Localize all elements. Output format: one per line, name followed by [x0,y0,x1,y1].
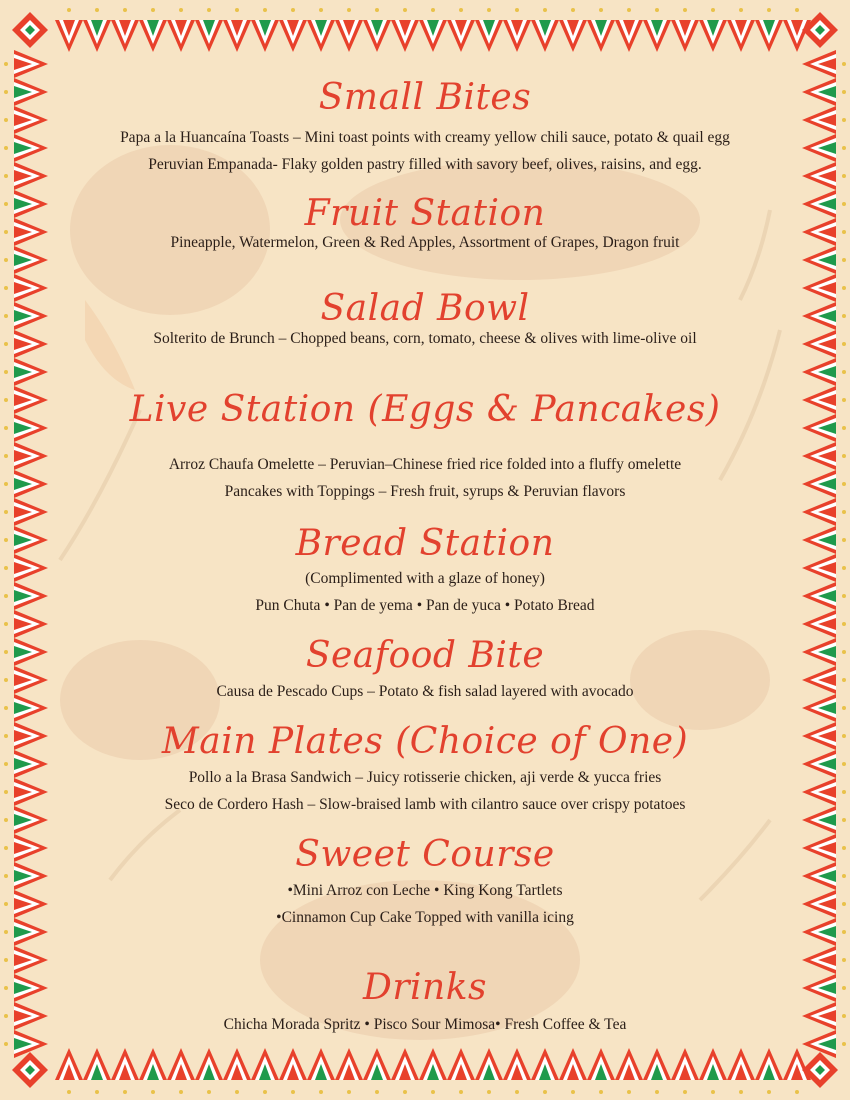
border-dot [4,678,8,682]
menu-item: (Complimented with a glaze of honey) [305,570,545,587]
border-dot [842,902,846,906]
border-dot [4,1042,8,1046]
border-dot [4,1014,8,1018]
border-dot [431,1090,435,1094]
section-title-main-plates: Main Plates (Choice of One) [161,721,689,762]
menu-item: Pineapple, Watermelon, Green & Red Apples, Assortment of Grapes, Dragon fruit [170,234,680,251]
border-dot [4,874,8,878]
border-dot [4,454,8,458]
border-dot [4,174,8,178]
border-dot [842,146,846,150]
border-dot [123,8,127,12]
menu-item: Solterito de Brunch – Chopped beans, corn, tomato, cheese & olives with lime-olive oil [153,330,697,347]
border-dot [179,1090,183,1094]
border-dot [67,1090,71,1094]
border-dot [842,510,846,514]
border-dot [842,958,846,962]
border-dot [842,874,846,878]
section-title-small-bites: Small Bites [318,77,532,118]
border-dot [739,8,743,12]
border-dot [543,8,547,12]
border-dot [842,594,846,598]
border-dot [842,762,846,766]
section-title-salad-bowl: Salad Bowl [320,288,530,329]
border-dot [842,790,846,794]
menu-item: Peruvian Empanada- Flaky golden pastry filled with savory beef, olives, raisins, and egg. [148,156,702,173]
border-dot [459,8,463,12]
border-dot [291,8,295,12]
border-dot [95,1090,99,1094]
border-dot [543,1090,547,1094]
border-dot [235,1090,239,1094]
border-dot [842,230,846,234]
border-dot [842,286,846,290]
border-dot [515,8,519,12]
menu-item: •Cinnamon Cup Cake Topped with vanilla icing [276,909,574,926]
section-title-seafood-bite: Seafood Bite [305,635,545,676]
border-dot [842,986,846,990]
border-dot [842,482,846,486]
border-dot [627,1090,631,1094]
border-dot [375,1090,379,1094]
border-dot [842,818,846,822]
border-dot [842,846,846,850]
border-dot [571,8,575,12]
border-dot [207,8,211,12]
border-dot [487,8,491,12]
border-dot [842,454,846,458]
border-dot [842,650,846,654]
border-dot [4,734,8,738]
border-dot [4,146,8,150]
border-dot [711,8,715,12]
border-dot [4,510,8,514]
border-dot [4,202,8,206]
border-dot [842,118,846,122]
border-dot [95,8,99,12]
border-dot [4,62,8,66]
border-dot [4,902,8,906]
border-dot [599,1090,603,1094]
border-dot [842,930,846,934]
border-dot [4,314,8,318]
border-dot [842,426,846,430]
section-title-sweet-course: Sweet Course [295,834,555,875]
border-dot [4,958,8,962]
section-title-live-station: Live Station (Eggs & Pancakes) [129,389,721,430]
menu-item: Arroz Chaufa Omelette – Peruvian–Chinese fried rice folded into a fluffy omelette [168,456,682,473]
border-dot [599,8,603,12]
border-dot [4,818,8,822]
menu-item: Pun Chuta • Pan de yema • Pan de yuca • Potato Bread [255,597,595,614]
section-title-fruit-station: Fruit Station [304,193,546,234]
border-dot [683,1090,687,1094]
border-dot [263,1090,267,1094]
border-dot [4,482,8,486]
border-dot [842,734,846,738]
border-dot [347,1090,351,1094]
border-dot [842,202,846,206]
border-dot [842,678,846,682]
border-dot [4,342,8,346]
border-dot [151,1090,155,1094]
border-dot [842,1014,846,1018]
border-dot [403,1090,407,1094]
border-dot [795,8,799,12]
border-dot [842,538,846,542]
border-dot [123,1090,127,1094]
menu-item: Causa de Pescado Cups – Potato & fish salad layered with avocado [216,683,634,700]
border-dot [842,1042,846,1046]
border-dot [711,1090,715,1094]
border-dot [4,230,8,234]
border-dot [739,1090,743,1094]
border-dot [683,8,687,12]
border-dot [487,1090,491,1094]
section-title-bread-station: Bread Station [295,523,555,564]
menu-item: Seco de Cordero Hash – Slow-braised lamb with cilantro sauce over crispy potatoes [164,796,686,813]
border-dot [842,314,846,318]
border-dot [235,8,239,12]
border-dot [842,566,846,570]
menu-item: Pancakes with Toppings – Fresh fruit, syrups & Peruvian flavors [224,483,626,500]
menu-item: •Mini Arroz con Leche • King Kong Tartlets [287,882,563,899]
border-dot [627,8,631,12]
border-dot [842,370,846,374]
border-dot [4,398,8,402]
border-dot [375,8,379,12]
border-dot [842,706,846,710]
menu-item: Pollo a la Brasa Sandwich – Juicy rotisserie chicken, aji verde & yucca fries [188,769,662,786]
border-dot [403,8,407,12]
border-dot [655,8,659,12]
border-dot [4,118,8,122]
border-dot [842,398,846,402]
border-dot [347,8,351,12]
border-dot [67,8,71,12]
border-dot [207,1090,211,1094]
border-dot [655,1090,659,1094]
border-dot [4,930,8,934]
border-dot [571,1090,575,1094]
border-dot [291,1090,295,1094]
border-dot [4,706,8,710]
border-dot [4,286,8,290]
border-dot [4,566,8,570]
border-dot [4,650,8,654]
border-dot [842,62,846,66]
border-dot [842,342,846,346]
border-dot [515,1090,519,1094]
border-dot [319,1090,323,1094]
border-dot [4,90,8,94]
border-dot [842,90,846,94]
border-dot [179,8,183,12]
border-dot [459,1090,463,1094]
border-dot [4,538,8,542]
border-dot [842,622,846,626]
menu-item: Chicha Morada Spritz • Pisco Sour Mimosa• Fresh Coffee & Tea [223,1016,627,1033]
border-dot [4,762,8,766]
border-dot [4,986,8,990]
border-dot [767,1090,771,1094]
border-dot [4,846,8,850]
border-dot [842,258,846,262]
border-dot [4,426,8,430]
border-dot [4,790,8,794]
border-dot [842,174,846,178]
border-dot [795,1090,799,1094]
border-dot [4,258,8,262]
border-dot [4,594,8,598]
menu-item: Papa a la Huancaína Toasts – Mini toast points with creamy yellow chili sauce, potato & quail egg [120,129,730,146]
border-dot [767,8,771,12]
border-dot [4,370,8,374]
border-dot [431,8,435,12]
border-dot [4,622,8,626]
border-dot [319,8,323,12]
border-dot [151,8,155,12]
section-title-drinks: Drinks [362,967,488,1008]
border-dot [263,8,267,12]
